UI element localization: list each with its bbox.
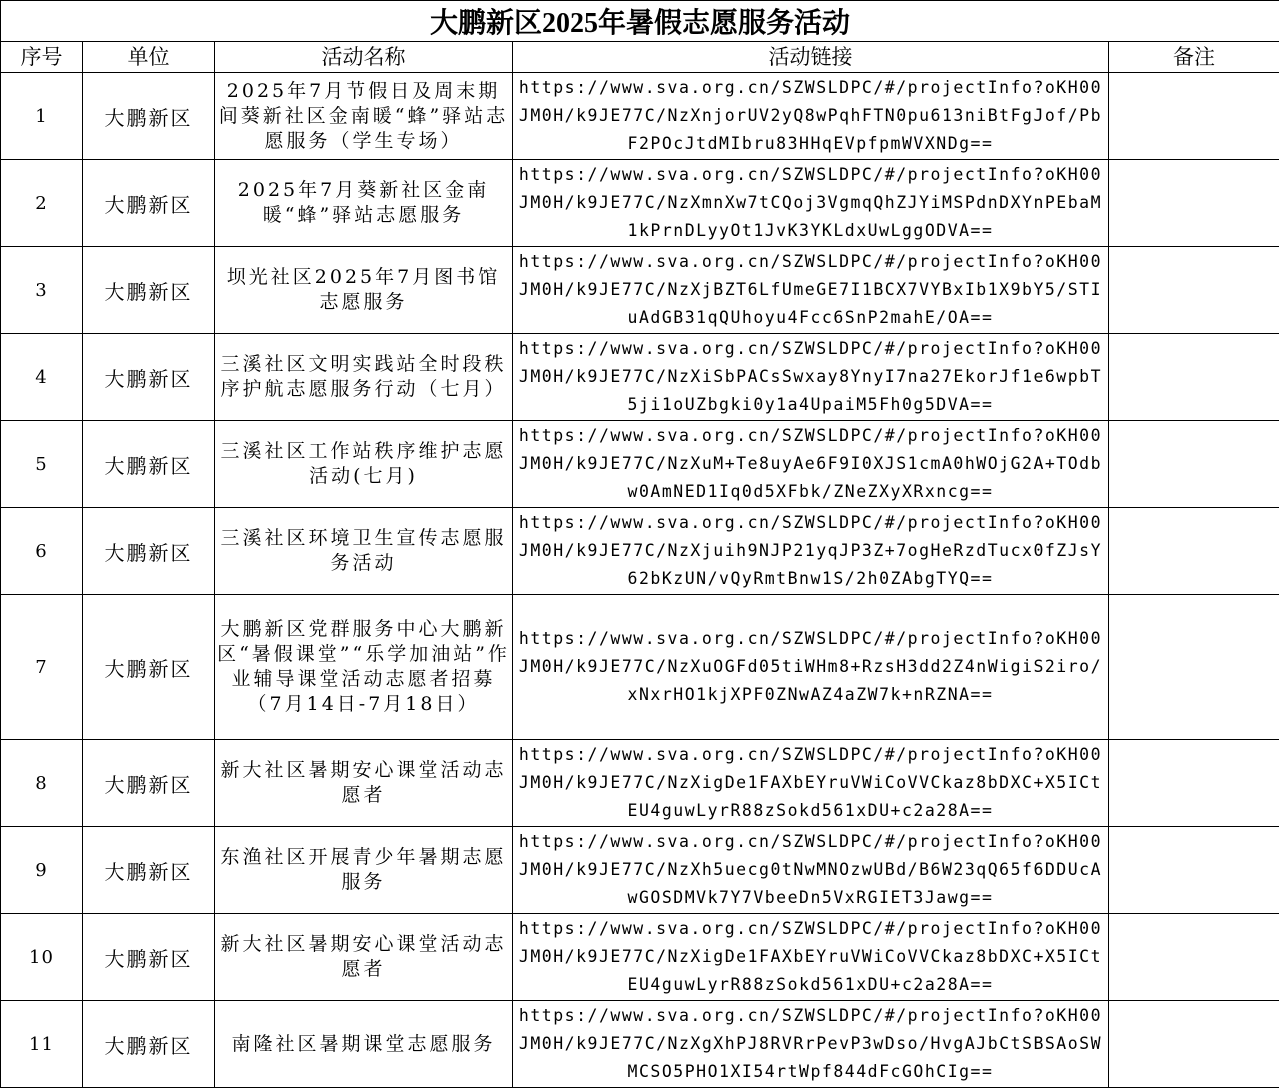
- row-activity-link[interactable]: https://www.sva.org.cn/SZWSLDPC/#/projectInfo?oKH00JM0H/k9JE77C/NzXnjorUV2yQ8wPqhFTN0pu613niBtFgJof/PbF2POcJtdMIbru83HHqEVpfpmWVXNDg==: [513, 73, 1109, 160]
- row-note: [1109, 595, 1279, 740]
- row-unit: 大鹏新区: [83, 827, 215, 914]
- row-activity-name: 2025年7月葵新社区金南暖“蜂”驿站志愿服务: [215, 160, 513, 247]
- row-activity-link[interactable]: https://www.sva.org.cn/SZWSLDPC/#/projectInfo?oKH00JM0H/k9JE77C/NzXigDe1FAXbEYruVWiCoVVCkaz8bDXC+X5ICtEU4guwLyrR88zSokd561xDU+c2a28A==: [513, 740, 1109, 827]
- row-unit: 大鹏新区: [83, 421, 215, 508]
- row-unit: 大鹏新区: [83, 1001, 215, 1088]
- row-note: [1109, 334, 1279, 421]
- row-activity-link[interactable]: https://www.sva.org.cn/SZWSLDPC/#/projectInfo?oKH00JM0H/k9JE77C/NzXjBZT6LfUmeGE7I1BCX7VYBxIb1X9bY5/STIuAdGB31qQUhoyu4Fcc6SnP2mahE/OA==: [513, 247, 1109, 334]
- header-activity-name: 活动名称: [215, 42, 513, 73]
- row-index: 7: [1, 595, 83, 740]
- row-unit: 大鹏新区: [83, 740, 215, 827]
- row-activity-name: 三溪社区环境卫生宣传志愿服务活动: [215, 508, 513, 595]
- header-unit: 单位: [83, 42, 215, 73]
- row-activity-name: 新大社区暑期安心课堂活动志愿者: [215, 740, 513, 827]
- row-activity-name: 三溪社区文明实践站全时段秩序护航志愿服务行动（七月）: [215, 334, 513, 421]
- row-activity-name: 三溪社区工作站秩序维护志愿活动(七月): [215, 421, 513, 508]
- row-unit: 大鹏新区: [83, 508, 215, 595]
- row-index: 8: [1, 740, 83, 827]
- row-note: [1109, 421, 1279, 508]
- row-index: 3: [1, 247, 83, 334]
- row-index: 2: [1, 160, 83, 247]
- row-index: 4: [1, 334, 83, 421]
- row-unit: 大鹏新区: [83, 334, 215, 421]
- table-title: 大鹏新区2025年暑假志愿服务活动: [1, 1, 1279, 42]
- row-note: [1109, 914, 1279, 1001]
- row-unit: 大鹏新区: [83, 73, 215, 160]
- row-index: 11: [1, 1001, 83, 1088]
- table-row: [1, 508, 1279, 595]
- table-row: [1, 247, 1279, 334]
- row-activity-name: 坝光社区2025年7月图书馆志愿服务: [215, 247, 513, 334]
- row-activity-link[interactable]: https://www.sva.org.cn/SZWSLDPC/#/projectInfo?oKH00JM0H/k9JE77C/NzXmnXw7tCQoj3VgmqQhZJYiMSPdnDXYnPEbaM1kPrnDLyyOt1JvK3YKLdxUwLggODVA==: [513, 160, 1109, 247]
- row-note: [1109, 1001, 1279, 1088]
- row-index: 1: [1, 73, 83, 160]
- row-index: 10: [1, 914, 83, 1001]
- row-note: [1109, 827, 1279, 914]
- table-row: [1, 334, 1279, 421]
- row-activity-name: 东渔社区开展青少年暑期志愿服务: [215, 827, 513, 914]
- header-activity-link: 活动链接: [513, 42, 1109, 73]
- header-note: 备注: [1109, 42, 1279, 73]
- header-row: [1, 42, 1279, 73]
- row-note: [1109, 73, 1279, 160]
- table-row: [1, 827, 1279, 914]
- row-activity-link[interactable]: https://www.sva.org.cn/SZWSLDPC/#/projectInfo?oKH00JM0H/k9JE77C/NzXgXhPJ8RVRrPevP3wDso/HvgAJbCtSBSAoSWMCSO5PHO1XI54rtWpf844dFcGOhCIg==: [513, 1001, 1109, 1088]
- row-note: [1109, 508, 1279, 595]
- table-row: [1, 1001, 1279, 1088]
- table-row: [1, 160, 1279, 247]
- row-activity-name: 2025年7月节假日及周末期间葵新社区金南暖“蜂”驿站志愿服务（学生专场）: [215, 73, 513, 160]
- row-note: [1109, 160, 1279, 247]
- row-activity-name: 南隆社区暑期课堂志愿服务: [215, 1001, 513, 1088]
- row-unit: 大鹏新区: [83, 160, 215, 247]
- row-unit: 大鹏新区: [83, 914, 215, 1001]
- row-unit: 大鹏新区: [83, 247, 215, 334]
- row-activity-link[interactable]: https://www.sva.org.cn/SZWSLDPC/#/projectInfo?oKH00JM0H/k9JE77C/NzXjuih9NJP21yqJP3Z+7ogHeRzdTucx0fZJsY62bKzUN/vQyRmtBnw1S/2h0ZAbgTYQ==: [513, 508, 1109, 595]
- table-row: [1, 740, 1279, 827]
- row-activity-link[interactable]: https://www.sva.org.cn/SZWSLDPC/#/projectInfo?oKH00JM0H/k9JE77C/NzXuOGFd05tiWHm8+RzsH3dd2Z4nWigiS2iro/xNxrHO1kjXPF0ZNwAZ4aZW7k+nRZNA==: [513, 595, 1109, 740]
- row-activity-name: 新大社区暑期安心课堂活动志愿者: [215, 914, 513, 1001]
- table-row: [1, 595, 1279, 740]
- row-unit: 大鹏新区: [83, 595, 215, 740]
- row-activity-link[interactable]: https://www.sva.org.cn/SZWSLDPC/#/projectInfo?oKH00JM0H/k9JE77C/NzXiSbPACsSwxay8YnyI7na27EkorJf1e6wpbT5ji1oUZbgki0y1a4UpaiM5Fh0g5DVA==: [513, 334, 1109, 421]
- row-activity-link[interactable]: https://www.sva.org.cn/SZWSLDPC/#/projectInfo?oKH00JM0H/k9JE77C/NzXuM+Te8uyAe6F9I0XJS1cmA0hWOjG2A+TOdbw0AmNED1Iq0d5XFbk/ZNeZXyXRxncg==: [513, 421, 1109, 508]
- row-index: 5: [1, 421, 83, 508]
- row-index: 9: [1, 827, 83, 914]
- row-activity-link[interactable]: https://www.sva.org.cn/SZWSLDPC/#/projectInfo?oKH00JM0H/k9JE77C/NzXh5uecg0tNwMNOzwUBd/B6W23qQ65f6DDUcAwGOSDMVk7Y7VbeeDn5VxRGIET3Jawg==: [513, 827, 1109, 914]
- row-index: 6: [1, 508, 83, 595]
- header-index: 序号: [1, 42, 83, 73]
- table-row: [1, 914, 1279, 1001]
- row-activity-link[interactable]: https://www.sva.org.cn/SZWSLDPC/#/projectInfo?oKH00JM0H/k9JE77C/NzXigDe1FAXbEYruVWiCoVVCkaz8bDXC+X5ICtEU4guwLyrR88zSokd561xDU+c2a28A==: [513, 914, 1109, 1001]
- table-row: [1, 421, 1279, 508]
- row-note: [1109, 740, 1279, 827]
- row-activity-name: 大鹏新区党群服务中心大鹏新区“暑假课堂”“乐学加油站”作业辅导课堂活动志愿者招募（7月14日-7月18日）: [215, 595, 513, 740]
- table-row: [1, 73, 1279, 160]
- row-note: [1109, 247, 1279, 334]
